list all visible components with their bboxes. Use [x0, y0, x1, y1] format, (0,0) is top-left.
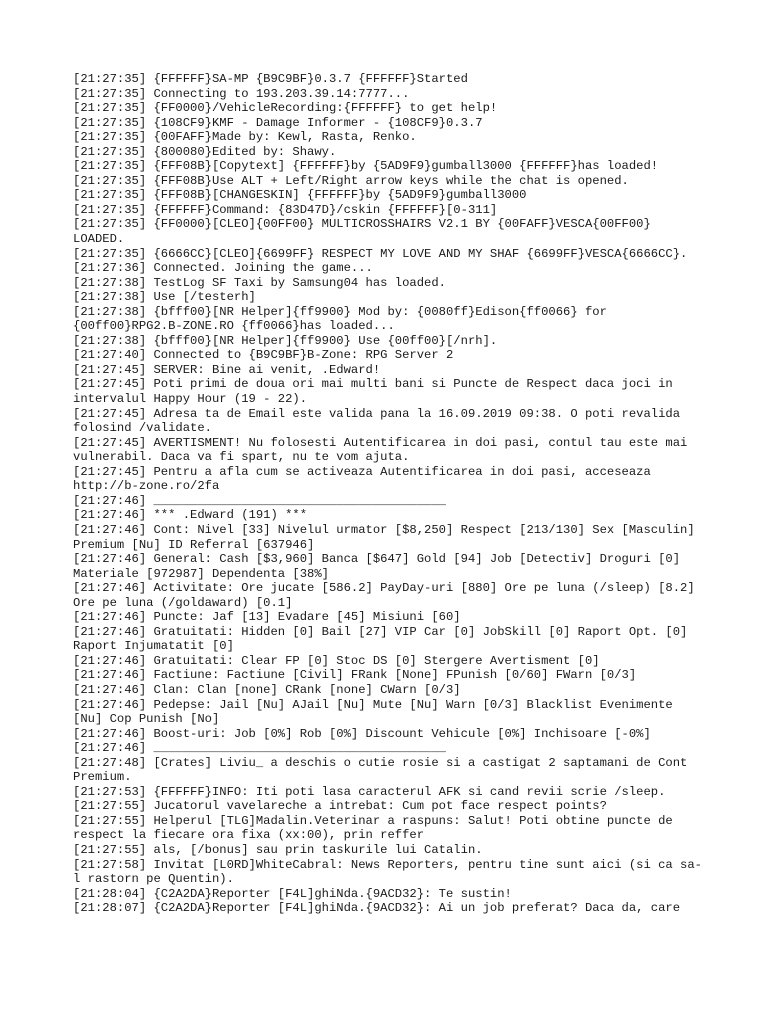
log-line: [21:27:40] Connected to {B9C9BF}B-Zone: RPG Server 2 — [73, 348, 454, 363]
log-line: [21:27:46] Boost-uri: Job [0%] Rob [0%] Discount Vehicule [0%] Inchisoare [-0%] — [73, 726, 651, 741]
log-line: [21:27:35] {FF0000}[CLEO]{00FF00} MULTICROSSHAIRS V2.1 BY {00FAFF}VESCA{00FF00} LOADED. — [73, 217, 659, 247]
log-line: [21:27:38] {bfff00}[NR Helper]{ff9900} Use {00ff00}[/nrh]. — [73, 333, 498, 348]
log-line: [21:27:45] Adresa ta de Email este valida pana la 16.09.2019 09:38. O poti revalida folosind /validate. — [73, 406, 688, 436]
log-line: [21:27:38] {bfff00}[NR Helper]{ff9900} Mod by: {0080ff}Edison{ff0066} for {00ff00}RPG2.B-ZONE.RO {ff0066}has loaded... — [73, 304, 615, 334]
log-line: [21:27:35] {FFFFFF}SA-MP {B9C9BF}0.3.7 {FFFFFF}Started — [73, 72, 468, 86]
log-line: [21:27:36] Connected. Joining the game... — [73, 261, 373, 276]
log-line: [21:27:35] {FFFFFF}Command: {83D47D}/cskin {FFFFFF}[0-311] — [73, 202, 498, 217]
log-line: [21:27:53] {FFFFFF}INFO: Iti poti lasa caracterul AFK si cand revii scrie /sleep. — [73, 784, 666, 799]
log-line: [21:27:46] ________________________________________ — [73, 741, 446, 756]
log-line: [21:27:46] Factiune: Factiune [Civil] FRank [None] FPunish [0/60] FWarn [0/3] — [73, 668, 637, 683]
log-line: [21:27:35] {FFF08B}[Copytext] {FFFFFF}by {5AD9F9}gumball3000 {FFFFFF}has loaded! — [73, 159, 659, 174]
log-line: [21:27:45] Poti primi de doua ori mai multi bani si Puncte de Respect daca joci in intervalul Happy Hour (19 - 22). — [73, 377, 681, 407]
log-line: [21:27:46] Pedepse: Jail [Nu] AJail [Nu] Mute [Nu] Warn [0/3] Blacklist Evenimente [Nu] Cop Punish [No] — [73, 697, 681, 727]
log-line: [21:27:38] TestLog SF Taxi by Samsung04 has loaded. — [73, 275, 446, 290]
log-line: [21:27:45] AVERTISMENT! Nu folosesti Autentificarea in doi pasi, contul tau este mai vulnerabil. Daca va fi spart, nu te vom ajuta. — [73, 435, 695, 465]
log-line: [21:27:46] Gratuitati: Hidden [0] Bail [27] VIP Car [0] JobSkill [0] Raport Opt. [0] Raport Injumatatit [0] — [73, 624, 695, 654]
log-line: [21:27:46] Gratuitati: Clear FP [0] Stoc DS [0] Stergere Avertisment [0] — [73, 653, 600, 668]
log-line: [21:27:46] Clan: Clan [none] CRank [none] CWarn [0/3] — [73, 682, 461, 697]
log-line: [21:27:35] {00FAFF}Made by: Kewl, Rasta, Renko. — [73, 130, 417, 145]
log-line: [21:27:35] {FF0000}/VehicleRecording:{FFFFFF} to get help! — [73, 101, 498, 116]
log-line: [21:27:35] {6666CC}[CLEO]{6699FF} RESPECT MY LOVE AND MY SHAF {6699FF}VESCA{6666CC}. — [73, 246, 688, 261]
chat-log — [73, 72, 703, 916]
log-line: [21:27:38] Use [/testerh] — [73, 290, 256, 305]
log-line: [21:27:46] *** .Edward (191) *** — [73, 508, 308, 523]
log-line: [21:27:45] SERVER: Bine ai venit, .Edward! — [73, 362, 381, 377]
log-line: [21:27:35] {FFF08B}[CHANGESKIN] {FFFFFF}by {5AD9F9}gumball3000 — [73, 188, 527, 203]
log-line: [21:27:35] {FFF08B}Use ALT + Left/Right arrow keys while the chat is opened. — [73, 173, 629, 188]
log-line: [21:27:55] Helperul [TLG]Madalin.Veterinar a raspuns: Salut! Poti obtine puncte de respect la fiecare ora fixa (xx:00), prin reffer — [73, 813, 681, 843]
log-line: [21:27:46] Cont: Nivel [33] Nivelul urmator [$8,250] Respect [213/130] Sex [Masculin] Premium [Nu] ID Referral [637946] — [73, 522, 702, 552]
log-line: [21:27:48] [Crates] Liviu_ a deschis o cutie rosie si a castigat 2 saptamani de Cont Premium. — [73, 755, 695, 785]
log-line: [21:27:35] Connecting to 193.203.39.14:7777... — [73, 86, 410, 101]
log-line: [21:27:55] als, [/bonus] sau prin taskurile lui Catalin. — [73, 842, 483, 857]
log-line: [21:27:46] Activitate: Ore jucate [586.2] PayDay-uri [880] Ore pe luna (/sleep) [8.2] Ore pe luna (/goldaward) [0.1] — [73, 581, 702, 610]
log-line: [21:27:46] General: Cash [$3,960] Banca [$647] Gold [94] Job [Detectiv] Droguri [0] Materiale [972987] Dependenta [38%] — [73, 552, 688, 581]
log-line: [21:28:04] {C2A2DA}Reporter [F4L]ghiNda.{9ACD32}: Te sustin! — [73, 886, 512, 901]
log-line: [21:27:55] Jucatorul vavelareche a intrebat: Cum pot face respect points? — [73, 799, 607, 814]
log-line: [21:27:35] {800080}Edited by: Shawy. — [73, 144, 337, 159]
log-line: [21:27:58] Invitat [L0RD]WhiteCabral: News Reporters, pentru tine sunt aici (si ca sa-l rastorn pe Quentin). — [73, 857, 702, 887]
log-line: [21:27:46] Puncte: Jaf [13] Evadare [45] Misiuni [60] — [73, 610, 461, 625]
log-line: [21:28:07] {C2A2DA}Reporter [F4L]ghiNda.{9ACD32}: Ai un job preferat? Daca da, care — [73, 901, 681, 916]
log-line: [21:27:45] Pentru a afla cum se activeaza Autentificarea in doi pasi, acceseaza http://b-zone.ro/2fa — [73, 464, 659, 494]
log-line: [21:27:46] ________________________________________ — [73, 493, 446, 508]
log-line: [21:27:35] {108CF9}KMF - Damage Informer - {108CF9}0.3.7 — [73, 115, 483, 130]
